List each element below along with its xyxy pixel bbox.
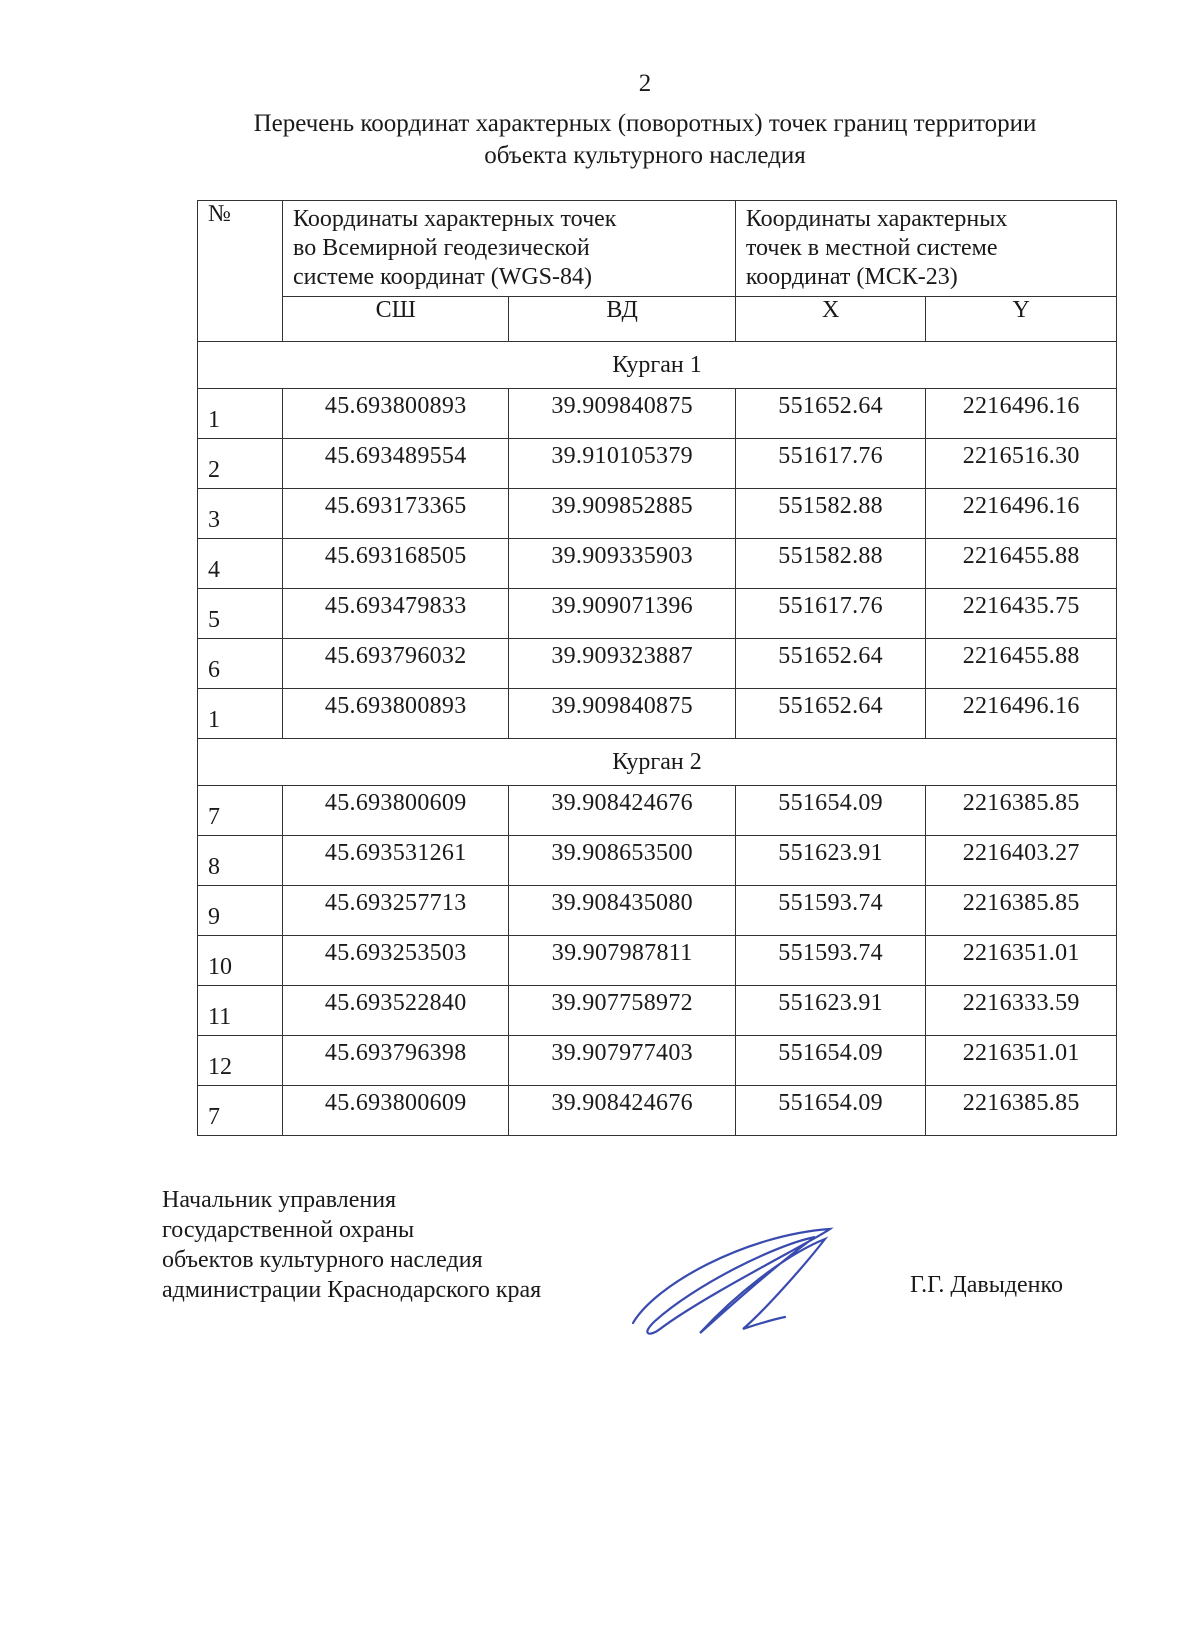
table-row [198,986,1117,1036]
cell-lat: 45.693253503 [283,936,509,986]
cell-x: 551654.09 [735,786,926,836]
cell-y: 2216516.30 [926,439,1117,489]
point-number: 2 [198,439,283,489]
header-y: Y [926,297,1117,342]
table-row [198,539,1117,589]
cell-x: 551582.88 [735,489,926,539]
point-number: 7 [198,1086,283,1136]
cell-lat: 45.693800609 [283,786,509,836]
table-row [198,786,1117,836]
signatory-position-line1: Начальник управления [162,1187,397,1213]
cell-lon: 39.908424676 [509,786,735,836]
point-number: 8 [198,836,283,886]
signatory-name: Г.Г. Давыденко [910,1272,1063,1298]
cell-lat: 45.693531261 [283,836,509,886]
cell-lat: 45.693800609 [283,1086,509,1136]
table-row [198,1086,1117,1136]
header-number: № [198,201,283,342]
cell-y: 2216455.88 [926,539,1117,589]
header-msk [735,201,1116,297]
point-number: 9 [198,886,283,936]
cell-y: 2216351.01 [926,936,1117,986]
point-number: 12 [198,1036,283,1086]
point-number: 1 [198,389,283,439]
cell-lon: 39.907977403 [509,1036,735,1086]
table-row [198,836,1117,886]
cell-lat: 45.693522840 [283,986,509,1036]
cell-y: 2216385.85 [926,1086,1117,1136]
point-number: 3 [198,489,283,539]
point-number: 7 [198,786,283,836]
cell-x: 551617.76 [735,589,926,639]
page-number: 2 [638,70,652,97]
table-header-row [198,201,1117,297]
cell-lon: 39.910105379 [509,439,735,489]
header-wgs [283,201,736,297]
cell-x: 551617.76 [735,439,926,489]
cell-lon: 39.909840875 [509,689,735,739]
cell-lon: 39.909852885 [509,489,735,539]
cell-y: 2216385.85 [926,786,1117,836]
cell-x: 551593.74 [735,886,926,936]
table-row [198,886,1117,936]
cell-lat: 45.693173365 [283,489,509,539]
group-row [198,739,1117,786]
table-row [198,639,1117,689]
cell-lon: 39.908653500 [509,836,735,886]
table-row [198,439,1117,489]
cell-lat: 45.693168505 [283,539,509,589]
header-wgs-line2: во Всемирной геодезической [293,235,590,261]
group-title: Курган 1 [198,342,1117,389]
cell-lat: 45.693257713 [283,886,509,936]
cell-x: 551582.88 [735,539,926,589]
cell-lon: 39.909323887 [509,639,735,689]
coordinates-table [197,200,1117,1136]
cell-y: 2216435.75 [926,589,1117,639]
cell-x: 551623.91 [735,836,926,886]
handwritten-signature [625,1225,855,1345]
header-msk-line2: точек в местной системе [745,235,998,261]
signatory-position-line2: государственной охраны [162,1217,415,1243]
header-x: X [735,297,926,342]
cell-y: 2216496.16 [926,489,1117,539]
cell-y: 2216496.16 [926,389,1117,439]
cell-y: 2216351.01 [926,1036,1117,1086]
point-number: 1 [198,689,283,739]
table-row [198,489,1117,539]
cell-lon: 39.909840875 [509,389,735,439]
cell-lat: 45.693479833 [283,589,509,639]
document-title-line1: Перечень координат характерных (поворотных) точек границ территории [253,110,1037,137]
group-row [198,342,1117,389]
cell-lon: 39.907987811 [509,936,735,986]
cell-lat: 45.693800893 [283,389,509,439]
header-wgs-line1: Координаты характерных точек [293,206,617,232]
table-row [198,936,1117,986]
cell-lat: 45.693796032 [283,639,509,689]
header-lon: ВД [509,297,735,342]
point-number: 4 [198,539,283,589]
point-number: 6 [198,639,283,689]
cell-x: 551654.09 [735,1036,926,1086]
cell-y: 2216403.27 [926,836,1117,886]
cell-lon: 39.909071396 [509,589,735,639]
header-msk-line3: координат (МСК-23) [745,264,958,290]
signatory-position-line4: администрации Краснодарского края [162,1277,542,1303]
table-row [198,589,1117,639]
signatory-position-line3: объектов культурного наследия [162,1247,483,1273]
cell-x: 551654.09 [735,1086,926,1136]
point-number: 10 [198,936,283,986]
signatory-position [162,1185,541,1305]
point-number: 5 [198,589,283,639]
cell-lat: 45.693800893 [283,689,509,739]
cell-lon: 39.907758972 [509,986,735,1036]
cell-x: 551652.64 [735,639,926,689]
cell-y: 2216496.16 [926,689,1117,739]
header-msk-line1: Координаты характерных [745,206,1008,232]
cell-y: 2216455.88 [926,639,1117,689]
table-row [198,389,1117,439]
cell-lat: 45.693489554 [283,439,509,489]
document-title-line2: объекта культурного наследия [484,142,806,169]
table-subheader-row [198,297,1117,342]
cell-lat: 45.693796398 [283,1036,509,1086]
group-title: Курган 2 [198,739,1117,786]
cell-y: 2216385.85 [926,886,1117,936]
cell-lon: 39.909335903 [509,539,735,589]
header-wgs-line3: системе координат (WGS-84) [293,264,593,290]
table-row [198,689,1117,739]
cell-y: 2216333.59 [926,986,1117,1036]
cell-x: 551652.64 [735,389,926,439]
cell-x: 551593.74 [735,936,926,986]
point-number: 11 [198,986,283,1036]
cell-lon: 39.908424676 [509,1086,735,1136]
cell-x: 551623.91 [735,986,926,1036]
cell-x: 551652.64 [735,689,926,739]
document-title [190,108,1100,172]
header-lat: СШ [283,297,509,342]
table-row [198,1036,1117,1086]
cell-lon: 39.908435080 [509,886,735,936]
